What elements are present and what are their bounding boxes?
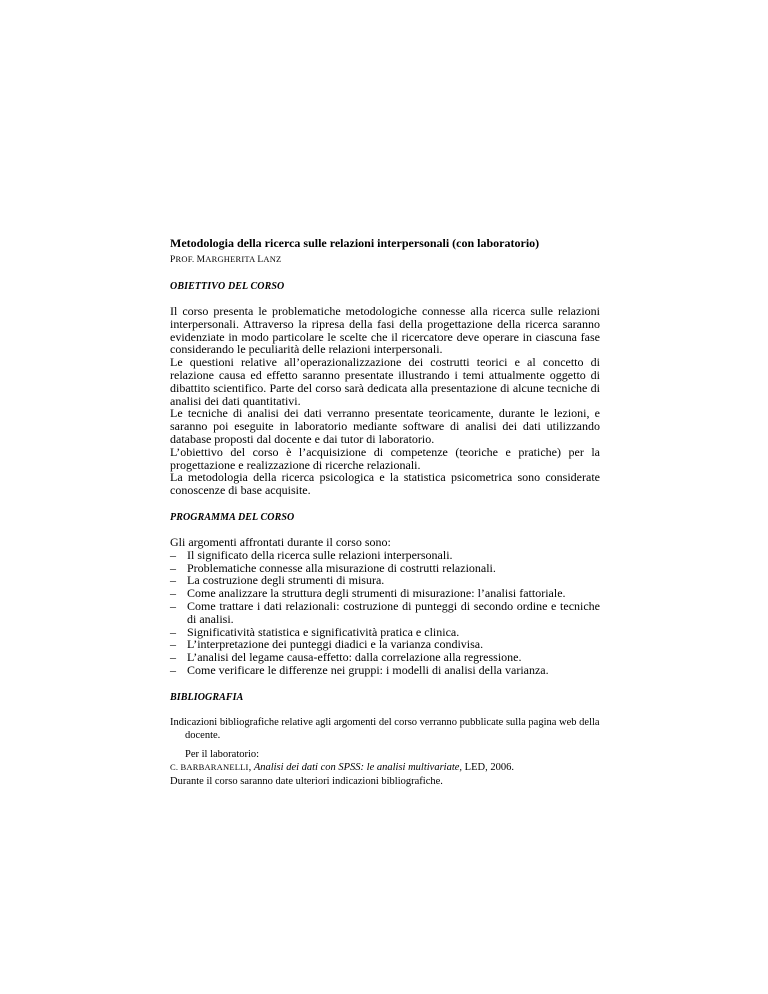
program-topic-item: – Come trattare i dati relazionali: costruzione di punteggi di secondo ordine e tecniche di analisi. (170, 600, 600, 626)
bibliography-heading: BIBLIOGRAFIA (170, 691, 244, 703)
course-description (170, 236, 600, 788)
lab-label: Per il laboratorio: (185, 748, 260, 760)
objective-paragraph: Le questioni relative all’operazionalizzazione dei costrutti teorici e al concetto di relazione causa ed effetto saranno presentate illustrando i temi attualmente oggetto di dibattito scientifico. Parte del corso sarà dedicata alla presentazione di alcune tecniche di analisi dei dati quantitativi. (170, 355, 600, 408)
program-topic-item: – Come analizzare la struttura degli strumenti di misurazione: l’analisi fattoriale. (170, 587, 600, 600)
program-topic-item: – Come verificare le differenze nei gruppi: i modelli di analisi della varianza. (170, 664, 600, 677)
bibliography-closing: Durante il corso saranno date ulteriori indicazioni bibliografiche. (170, 775, 443, 787)
program-topic-item: – Il significato della ricerca sulle relazioni interpersonali. (170, 549, 600, 562)
objective-text (170, 305, 600, 497)
program-topic-item: – La costruzione degli strumenti di misura. (170, 574, 600, 587)
course-professor: PROF. MARGHERITA LANZ (170, 254, 282, 265)
bibliography-note: Indicazioni bibliografiche relative agli argomenti del corso verranno pubblicate sulla pagina web della docente. (170, 716, 600, 742)
program-heading: PROGRAMMA DEL CORSO (170, 511, 295, 523)
program-topic-item: – Problematiche connesse alla misurazione di costrutti relazionali. (170, 562, 600, 575)
program-topic-item: – Significatività statistica e significatività pratica e clinica. (170, 626, 600, 639)
bibliography-section (170, 716, 600, 789)
objective-paragraph: La metodologia della ricerca psicologica e la statistica psicometrica sono considerate conoscenze di base acquisite. (170, 470, 600, 498)
objective-paragraph: L’obiettivo del corso è l’acquisizione di competenze (teoriche e pratiche) per la progettazione e realizzazione di ricerche relazionali. (170, 444, 600, 472)
program-topics-list (170, 549, 600, 677)
bibliography-reference: C. BARBARANELLI, Analisi dei dati con SPSS: le analisi multivariate, LED, 2006. (170, 762, 514, 774)
objective-paragraph: Il corso presenta le problematiche metodologiche connesse alla ricerca sulle relazioni interpersonali. Attraverso la ripresa della fasi della progettazione della ricerca saranno evidenziate in modo particolare le scelte che il ricercatore deve operare in ciascuna fase considerando le peculiarità delle relazioni interpersonali. (170, 304, 600, 357)
program-topic-item: – L’interpretazione dei punteggi diadici e la varianza condivisa. (170, 638, 600, 651)
program-topic-item: – L’analisi del legame causa-effetto: dalla correlazione alla regressione. (170, 651, 600, 664)
objective-paragraph: Le tecniche di analisi dei dati verranno presentate teoricamente, durante le lezioni, e saranno poi eseguite in laboratorio mediante software di analisi dei dati utilizzando database proposti dal docente e dai tutor di laboratorio. (170, 406, 600, 446)
course-title: Metodologia della ricerca sulle relazioni interpersonali (con laboratorio) (170, 236, 540, 250)
program-intro: Gli argomenti affrontati durante il corso sono: (170, 534, 391, 549)
objective-heading: OBIETTIVO DEL CORSO (170, 281, 285, 292)
